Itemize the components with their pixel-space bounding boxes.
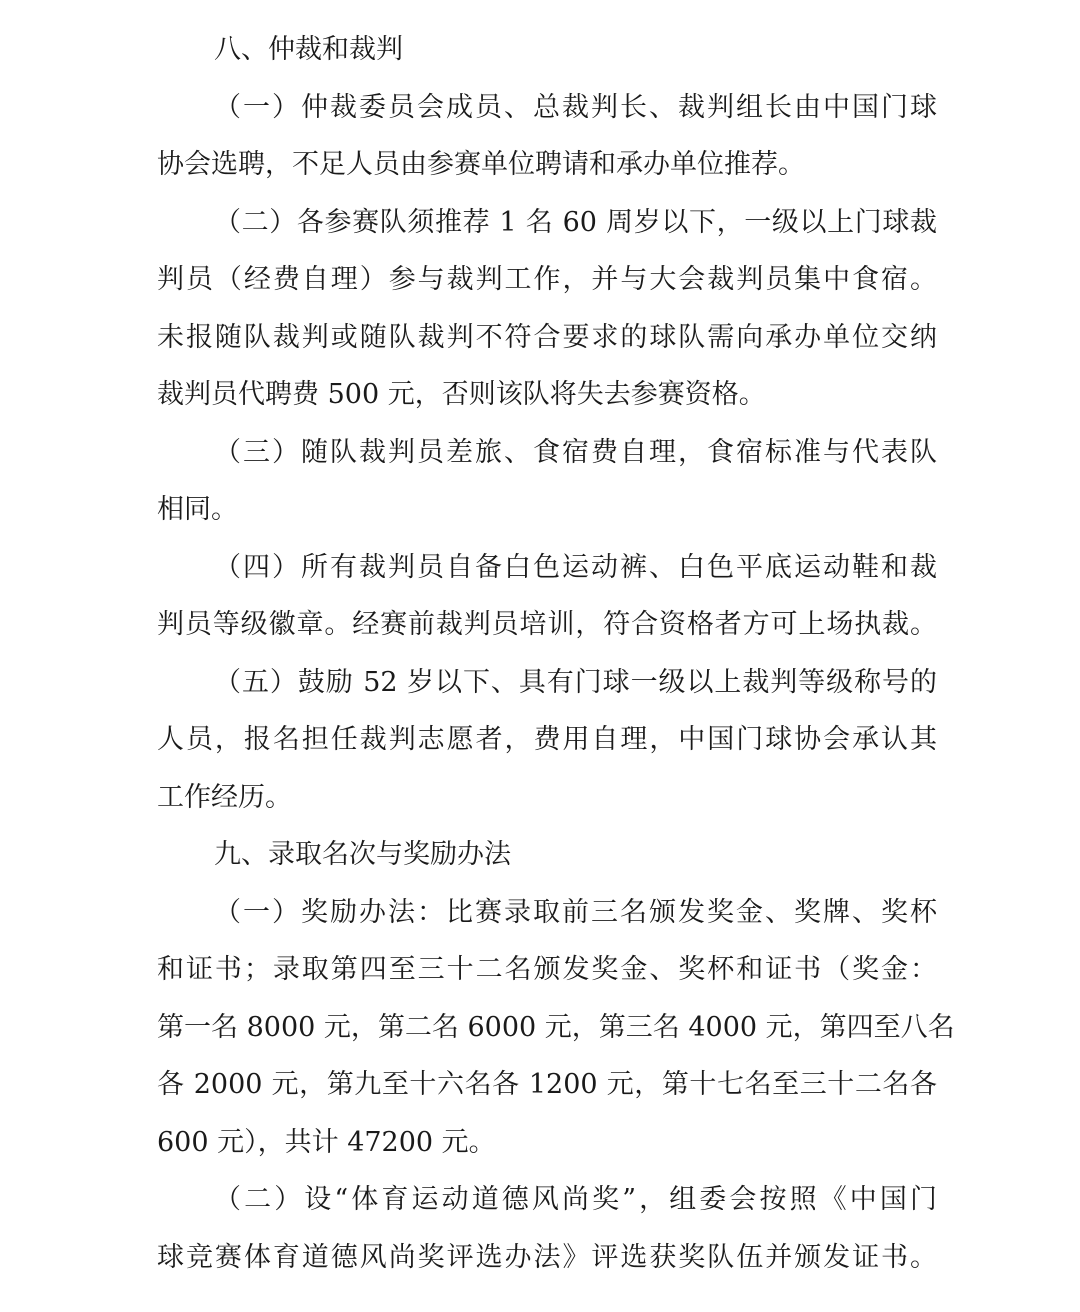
text-line: 工作经历。 xyxy=(157,781,292,813)
text-line: （二）设“体育运动道德风尚奖”，组委会按照《中国门 xyxy=(214,1184,937,1215)
text-line: 裁判员代聘费 500 元，否则该队将失去参赛资格。 xyxy=(157,379,766,410)
text-line: 人员，报名担任裁判志愿者，费用自理，中国门球协会承认其 xyxy=(157,724,937,755)
text-line: 判员等级徽章。经赛前裁判员培训，符合资格者方可上场执裁。 xyxy=(157,609,937,640)
text-line: （一）奖励办法：比赛录取前三名颁发奖金、奖牌、奖杯 xyxy=(214,896,937,928)
text-line: 未报随队裁判或随队裁判不符合要求的球队需向承办单位交纳 xyxy=(157,321,937,353)
text-line: （二）各参赛队须推荐 1 名 60 周岁以下，一级以上门球裁 xyxy=(214,206,937,238)
text-line: 八、仲裁和裁判 xyxy=(214,34,403,65)
text-line: （三）随队裁判员差旅、食宿费自理，食宿标准与代表队 xyxy=(214,436,937,468)
text-line: 600 元），共计 47200 元。 xyxy=(157,1126,496,1158)
text-line: （一）仲裁委员会成员、总裁判长、裁判组长由中国门球 xyxy=(214,91,937,123)
text-line: 第一名 8000 元，第二名 6000 元，第三名 4000 元，第四至八名 xyxy=(157,1011,955,1043)
text-line: （五）鼓励 52 岁以下、具有门球一级以上裁判等级称号的 xyxy=(214,666,937,698)
text-line: 球竞赛体育道德风尚奖评选办法》评选获奖队伍并颁发证书。 xyxy=(157,1241,937,1273)
text-line: （四）所有裁判员自备白色运动裤、白色平底运动鞋和裁 xyxy=(214,551,937,583)
text-line: 九、录取名次与奖励办法 xyxy=(214,839,511,870)
text-line: 和证书；录取第四至三十二名颁发奖金、奖杯和证书（奖金： xyxy=(157,954,937,985)
text-line: 相同。 xyxy=(157,494,238,525)
text-line: 各 2000 元，第九至十六名各 1200 元，第十七名至三十二名各 xyxy=(157,1069,937,1100)
text-line: 协会选聘，不足人员由参赛单位聘请和承办单位推荐。 xyxy=(157,149,805,180)
text-line: 判员（经费自理）参与裁判工作，并与大会裁判员集中食宿。 xyxy=(157,264,937,295)
